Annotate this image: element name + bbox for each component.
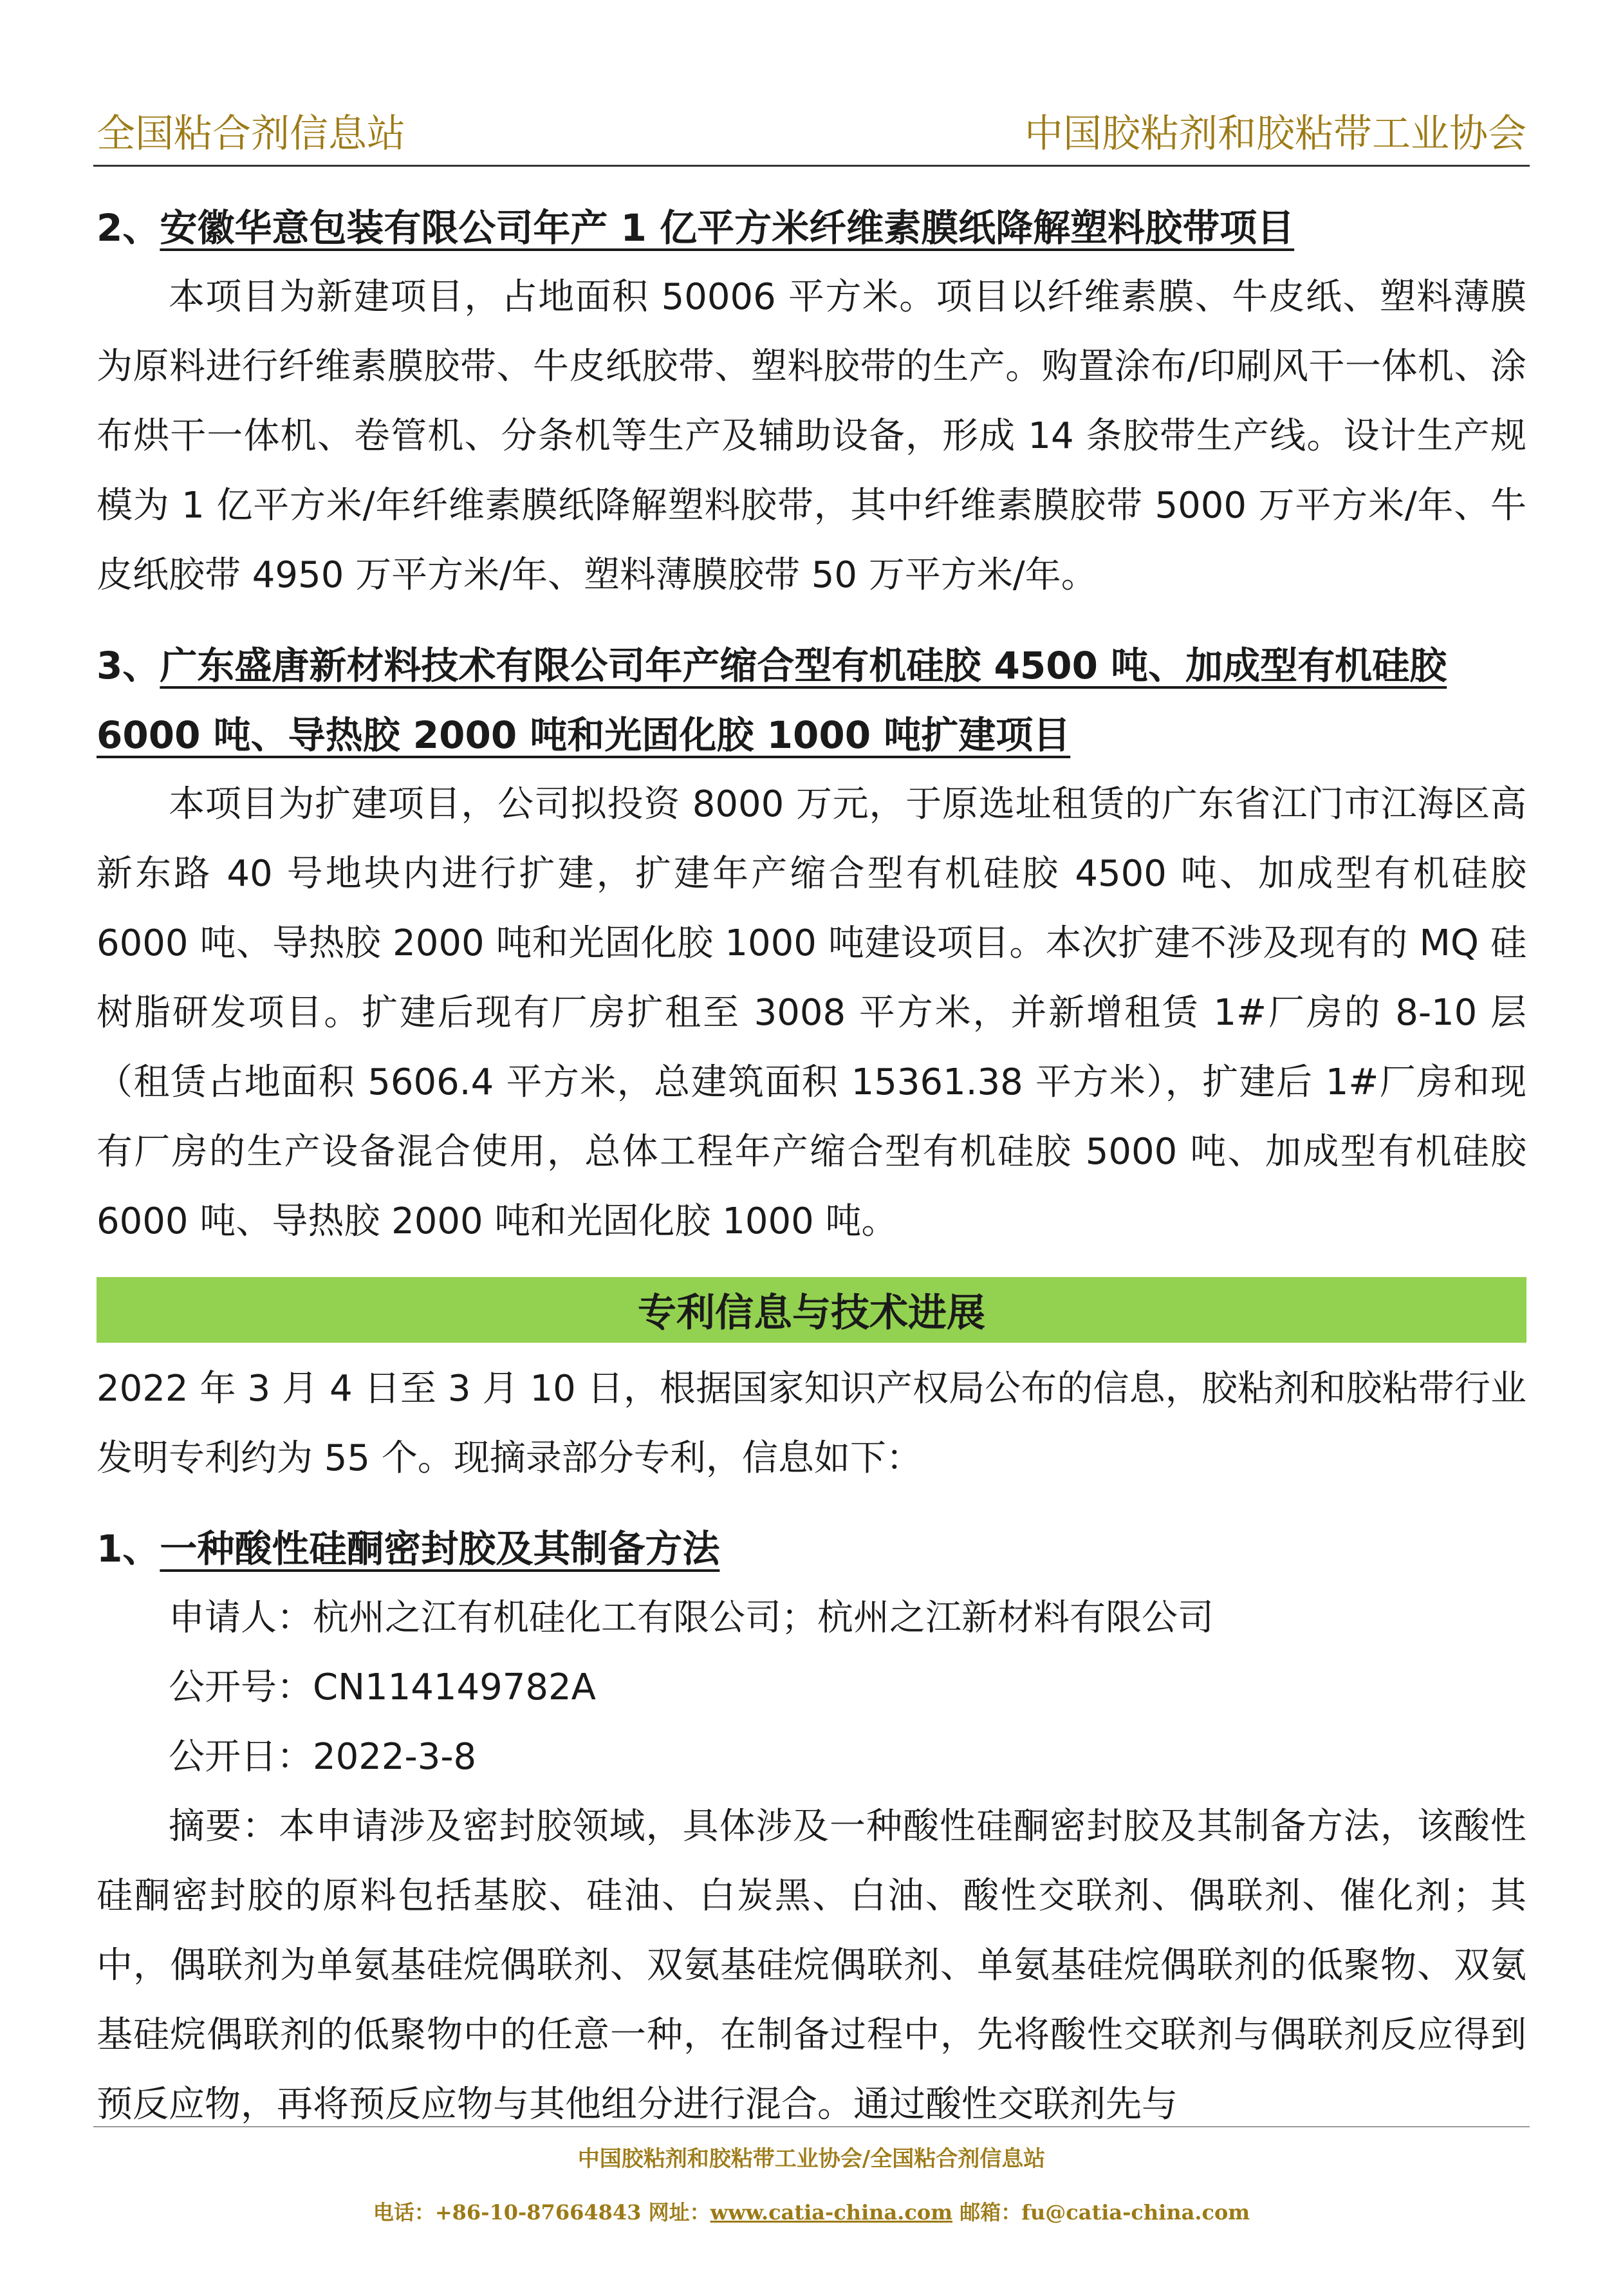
section-intro: 2022 年 3 月 4 日至 3 月 10 日，根据国家知识产权局公布的信息，胶粘剂和胶粘带行业发明专利约为 55 个。现摘录部分专利，信息如下： [97, 1368, 1526, 1479]
footer-phone: 电话：+86-10-87664843 [373, 2200, 642, 2225]
patent-pub-no: 公开号：CN114149782A [169, 1666, 596, 1708]
project-heading-2 [97, 193, 1526, 263]
footer-org-line: 中国胶粘剂和胶粘带工业协会/全国粘合剂信息站 [577, 2146, 1046, 2172]
patent-heading [97, 1514, 1526, 1583]
footer-website-link[interactable]: www.catia-china.com [710, 2200, 953, 2225]
footer-email[interactable]: fu@catia-china.com [1021, 2200, 1250, 2225]
patent-title: 一种酸性硅酮密封胶及其制备方法 [160, 1527, 720, 1571]
page-content [97, 193, 1526, 2140]
section-banner: 专利信息与技术进展 [97, 1277, 1526, 1343]
patent-abstract: 摘要：本申请涉及密封胶领域，具体涉及一种酸性硅酮密封胶及其制备方法，该酸性硅酮密封胶的原料包括基胶、硅油、白炭黑、白油、酸性交联剂、偶联剂、催化剂；其中，偶联剂为单氨基硅烷偶联剂、双氨基硅烷偶联剂、单氨基硅烷偶联剂的低聚物、双氨基硅烷偶联剂的低聚物中的任意一种，在制备过程中，先将酸性交联剂与偶联剂反应得到预反应物，再将预反应物与其他组分进行混合。通过酸性交联剂先与 [97, 1806, 1526, 2125]
header-left-title: 全国粘合剂信息站 [97, 111, 405, 156]
footer-site-label: 网址： [648, 2200, 710, 2225]
project-number: 3、 [97, 644, 160, 687]
project-body: 本项目为新建项目，占地面积 50006 平方米。项目以纤维素膜、牛皮纸、塑料薄膜为原料进行纤维素膜胶带、牛皮纸胶带、塑料胶带的生产。购置涂布/印刷风干一体机、涂布烘干一体机、卷管机、分条机等生产及辅助设备，形成 14 条胶带生产线。设计生产规模为 1 亿平方米/年纤维素膜纸降解塑料胶带，其中纤维素膜胶带 5000 万平方米/年、牛皮纸胶带 4950 万平方米/年、塑料薄膜胶带 50 万平方米/年。 [97, 276, 1526, 596]
patent-number: 1、 [97, 1527, 160, 1571]
project-number: 2、 [97, 206, 160, 250]
patent-applicant: 申请人：杭州之江有机硅化工有限公司；杭州之江新材料有限公司 [169, 1597, 1214, 1639]
project-title: 安徽华意包装有限公司年产 1 亿平方米纤维素膜纸降解塑料胶带项目 [160, 206, 1295, 250]
patent-pub-date: 公开日：2022-3-8 [169, 1736, 477, 1778]
project-body: 本项目为扩建项目，公司拟投资 8000 万元，于原选址租赁的广东省江门市江海区高新东路 40 号地块内进行扩建，扩建年产缩合型有机硅胶 4500 吨、加成型有机硅胶 6000 吨、导热胶 2000 吨和光固化胶 1000 吨建设项目。本次扩建不涉及现有的 MQ 硅树脂研发项目。扩建后现有厂房扩租至 3008 平方米，并新增租赁 1#厂房的 8-10 层（租赁占地面积 5606.4 平方米，总建筑面积 15361.38 平方米），扩建后 1#厂房和现有厂房的生产设备混合使用，总体工程年产缩合型有机硅胶 5000 吨、加成型有机硅胶 6000 吨、导热胶 2000 吨和光固化胶 1000 吨。 [97, 783, 1526, 1242]
project-heading-3 [97, 631, 1526, 770]
header-divider [93, 165, 1530, 167]
header-right-title: 中国胶粘剂和胶粘带工业协会 [1025, 111, 1526, 156]
footer-contact-line [0, 2196, 1623, 2226]
footer-mail-label: 邮箱： [960, 2200, 1022, 2225]
project-title: 广东盛唐新材料技术有限公司年产缩合型有机硅胶 4500 吨、加成型有机硅胶 6000 吨、导热胶 2000 吨和光固化胶 1000 吨扩建项目 [97, 644, 1447, 757]
footer-divider [93, 2126, 1530, 2127]
